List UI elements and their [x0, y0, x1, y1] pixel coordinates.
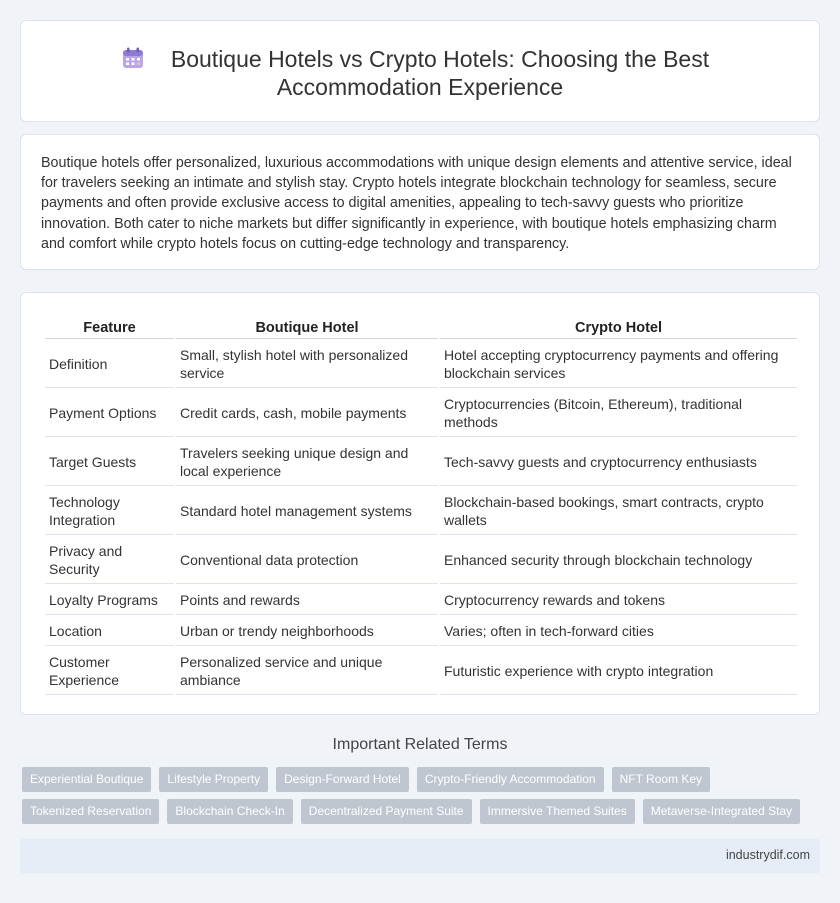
header-feature: Feature	[45, 317, 174, 339]
cell-crypto: Enhanced security through blockchain technology	[440, 537, 797, 584]
comparison-table	[43, 315, 799, 697]
tag-crypto-friendly-accommodation[interactable]: Crypto-Friendly Accommodation	[417, 767, 604, 792]
cell-feature: Privacy and Security	[45, 537, 174, 584]
table-row	[45, 341, 797, 388]
tag-decentralized-payment-suite[interactable]: Decentralized Payment Suite	[301, 799, 472, 824]
tag-immersive-themed-suites[interactable]: Immersive Themed Suites	[480, 799, 635, 824]
tag-row	[22, 799, 822, 824]
tag-lifestyle-property[interactable]: Lifestyle Property	[159, 767, 268, 792]
page-title-line1: Boutique Hotels vs Crypto Hotels: Choosing the Best	[170, 46, 710, 72]
table-row	[45, 488, 797, 535]
tag-experiential-boutique[interactable]: Experiential Boutique	[22, 767, 151, 792]
table-row	[45, 537, 797, 584]
tag-row	[22, 767, 822, 792]
cell-feature: Definition	[45, 341, 174, 388]
intro-card	[20, 134, 820, 270]
cell-feature: Loyalty Programs	[45, 586, 174, 615]
comparison-card	[20, 292, 820, 715]
cell-boutique: Personalized service and unique ambiance	[176, 648, 438, 695]
table-row	[45, 648, 797, 695]
cell-feature: Technology Integration	[45, 488, 174, 535]
cell-feature: Target Guests	[45, 439, 174, 486]
cell-feature: Location	[45, 617, 174, 646]
intro-paragraph: Boutique hotels offer personalized, luxurious accommodations with unique design elements and attentive service, ideal for travelers seeking an intimate and stylish stay. Crypto hotels integrate blockchain technology for seamless, secure payments and often provide exclusive access to digital amenities, appealing to tech-savvy guests who prioritize innovation. Both cater to niche markets but differ significantly in experience, with boutique hotels emphasizing charm and comfort while crypto hotels focus on cutting-edge technology and transparency.	[41, 155, 792, 252]
cell-boutique: Conventional data protection	[176, 537, 438, 584]
tag-nft-room-key[interactable]: NFT Room Key	[612, 767, 710, 792]
title-card	[20, 20, 820, 122]
tag-blockchain-check-in[interactable]: Blockchain Check-In	[167, 799, 292, 824]
header-crypto: Crypto Hotel	[440, 317, 797, 339]
table-row	[45, 439, 797, 486]
table-row	[45, 617, 797, 646]
cell-boutique: Points and rewards	[176, 586, 438, 615]
cell-crypto: Cryptocurrency rewards and tokens	[440, 586, 797, 615]
cell-crypto: Cryptocurrencies (Bitcoin, Ethereum), traditional methods	[440, 390, 797, 437]
cell-crypto: Varies; often in tech-forward cities	[440, 617, 797, 646]
cell-boutique: Standard hotel management systems	[176, 488, 438, 535]
table-row	[45, 586, 797, 615]
page-title-line2: Accommodation Experience	[276, 74, 564, 100]
footer	[20, 839, 820, 873]
table-header-row	[45, 317, 797, 339]
header-boutique: Boutique Hotel	[176, 317, 438, 339]
cell-boutique: Small, stylish hotel with personalized service	[176, 341, 438, 388]
cell-feature: Payment Options	[45, 390, 174, 437]
cell-feature: Customer Experience	[45, 648, 174, 695]
tag-metaverse-integrated-stay[interactable]: Metaverse-Integrated Stay	[643, 799, 800, 824]
related-terms-tags	[22, 767, 822, 831]
tag-tokenized-reservation[interactable]: Tokenized Reservation	[22, 799, 159, 824]
cell-crypto: Futuristic experience with crypto integration	[440, 648, 797, 695]
footer-site-link[interactable]: industrydif.com	[725, 848, 810, 862]
related-terms-title: Important Related Terms	[332, 736, 508, 753]
tag-design-forward-hotel[interactable]: Design-Forward Hotel	[276, 767, 409, 792]
cell-boutique: Travelers seeking unique design and local experience	[176, 439, 438, 486]
table-row	[45, 390, 797, 437]
cell-boutique: Credit cards, cash, mobile payments	[176, 390, 438, 437]
page-title	[21, 45, 819, 101]
cell-crypto: Blockchain-based bookings, smart contracts, crypto wallets	[440, 488, 797, 535]
cell-crypto: Hotel accepting cryptocurrency payments and offering blockchain services	[440, 341, 797, 388]
cell-crypto: Tech-savvy guests and cryptocurrency enthusiasts	[440, 439, 797, 486]
cell-boutique: Urban or trendy neighborhoods	[176, 617, 438, 646]
